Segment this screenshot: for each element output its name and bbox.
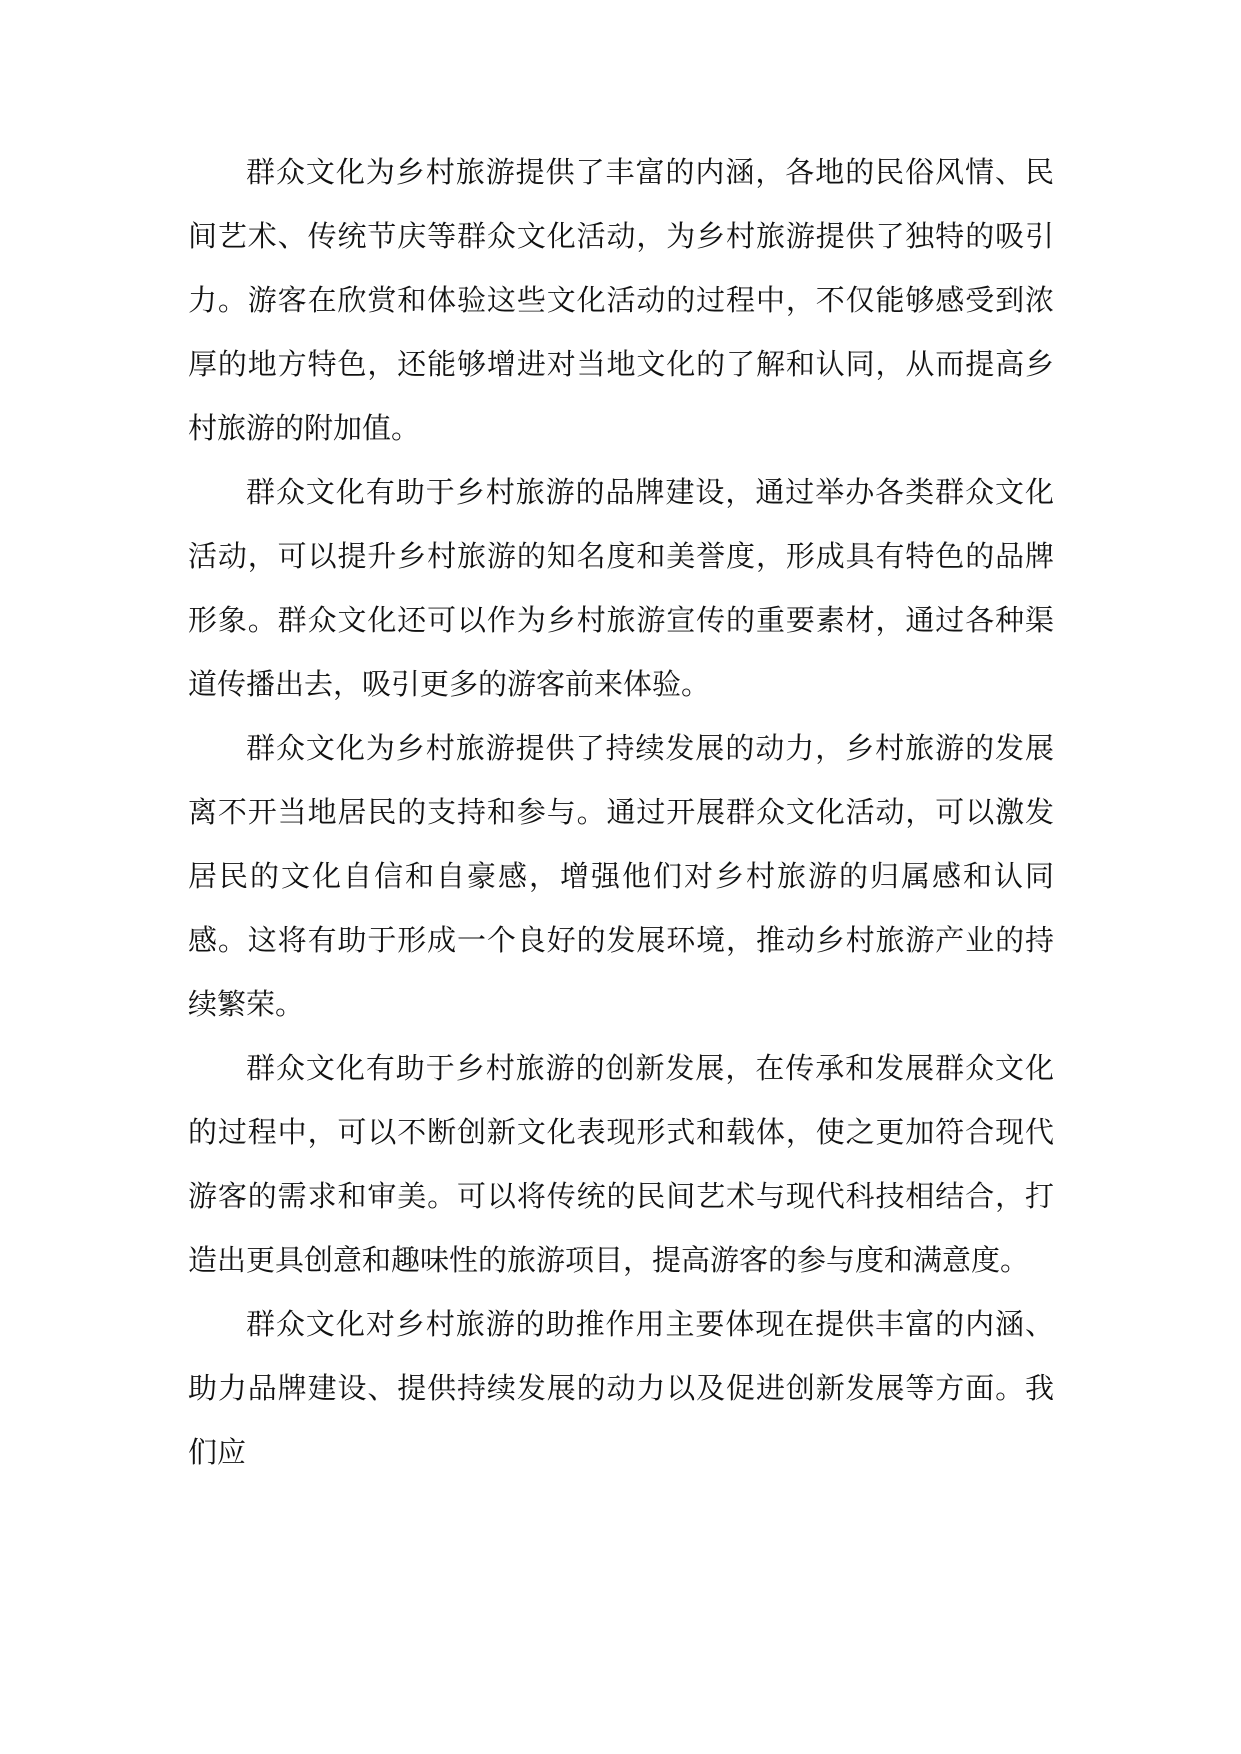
- paragraph: 群众文化对乡村旅游的助推作用主要体现在提供丰富的内涵、助力品牌建设、提供持续发展的动力以及促进创新发展等方面。我们应: [188, 1307, 1054, 1469]
- paragraph: 群众文化为乡村旅游提供了丰富的内涵，各地的民俗风情、民间艺术、传统节庆等群众文化活动，为乡村旅游提供了独特的吸引力。游客在欣赏和体验这些文化活动的过程中，不仅能够感受到浓厚的地方特色，还能够增进对当地文化的了解和认同，从而提高乡村旅游的附加值。: [188, 155, 1054, 445]
- paragraph: 群众文化有助于乡村旅游的创新发展，在传承和发展群众文化的过程中，可以不断创新文化表现形式和载体，使之更加符合现代游客的需求和审美。可以将传统的民间艺术与现代科技相结合，打造出更具创意和趣味性的旅游项目，提高游客的参与度和满意度。: [188, 1051, 1054, 1277]
- document-body: [188, 140, 1054, 1484]
- paragraph: 群众文化为乡村旅游提供了持续发展的动力，乡村旅游的发展离不开当地居民的支持和参与。通过开展群众文化活动，可以激发居民的文化自信和自豪感，增强他们对乡村旅游的归属感和认同感。这将有助于形成一个良好的发展环境，推动乡村旅游产业的持续繁荣。: [188, 731, 1054, 1021]
- paragraph: 群众文化有助于乡村旅游的品牌建设，通过举办各类群众文化活动，可以提升乡村旅游的知名度和美誉度，形成具有特色的品牌形象。群众文化还可以作为乡村旅游宣传的重要素材，通过各种渠道传播出去，吸引更多的游客前来体验。: [188, 475, 1054, 701]
